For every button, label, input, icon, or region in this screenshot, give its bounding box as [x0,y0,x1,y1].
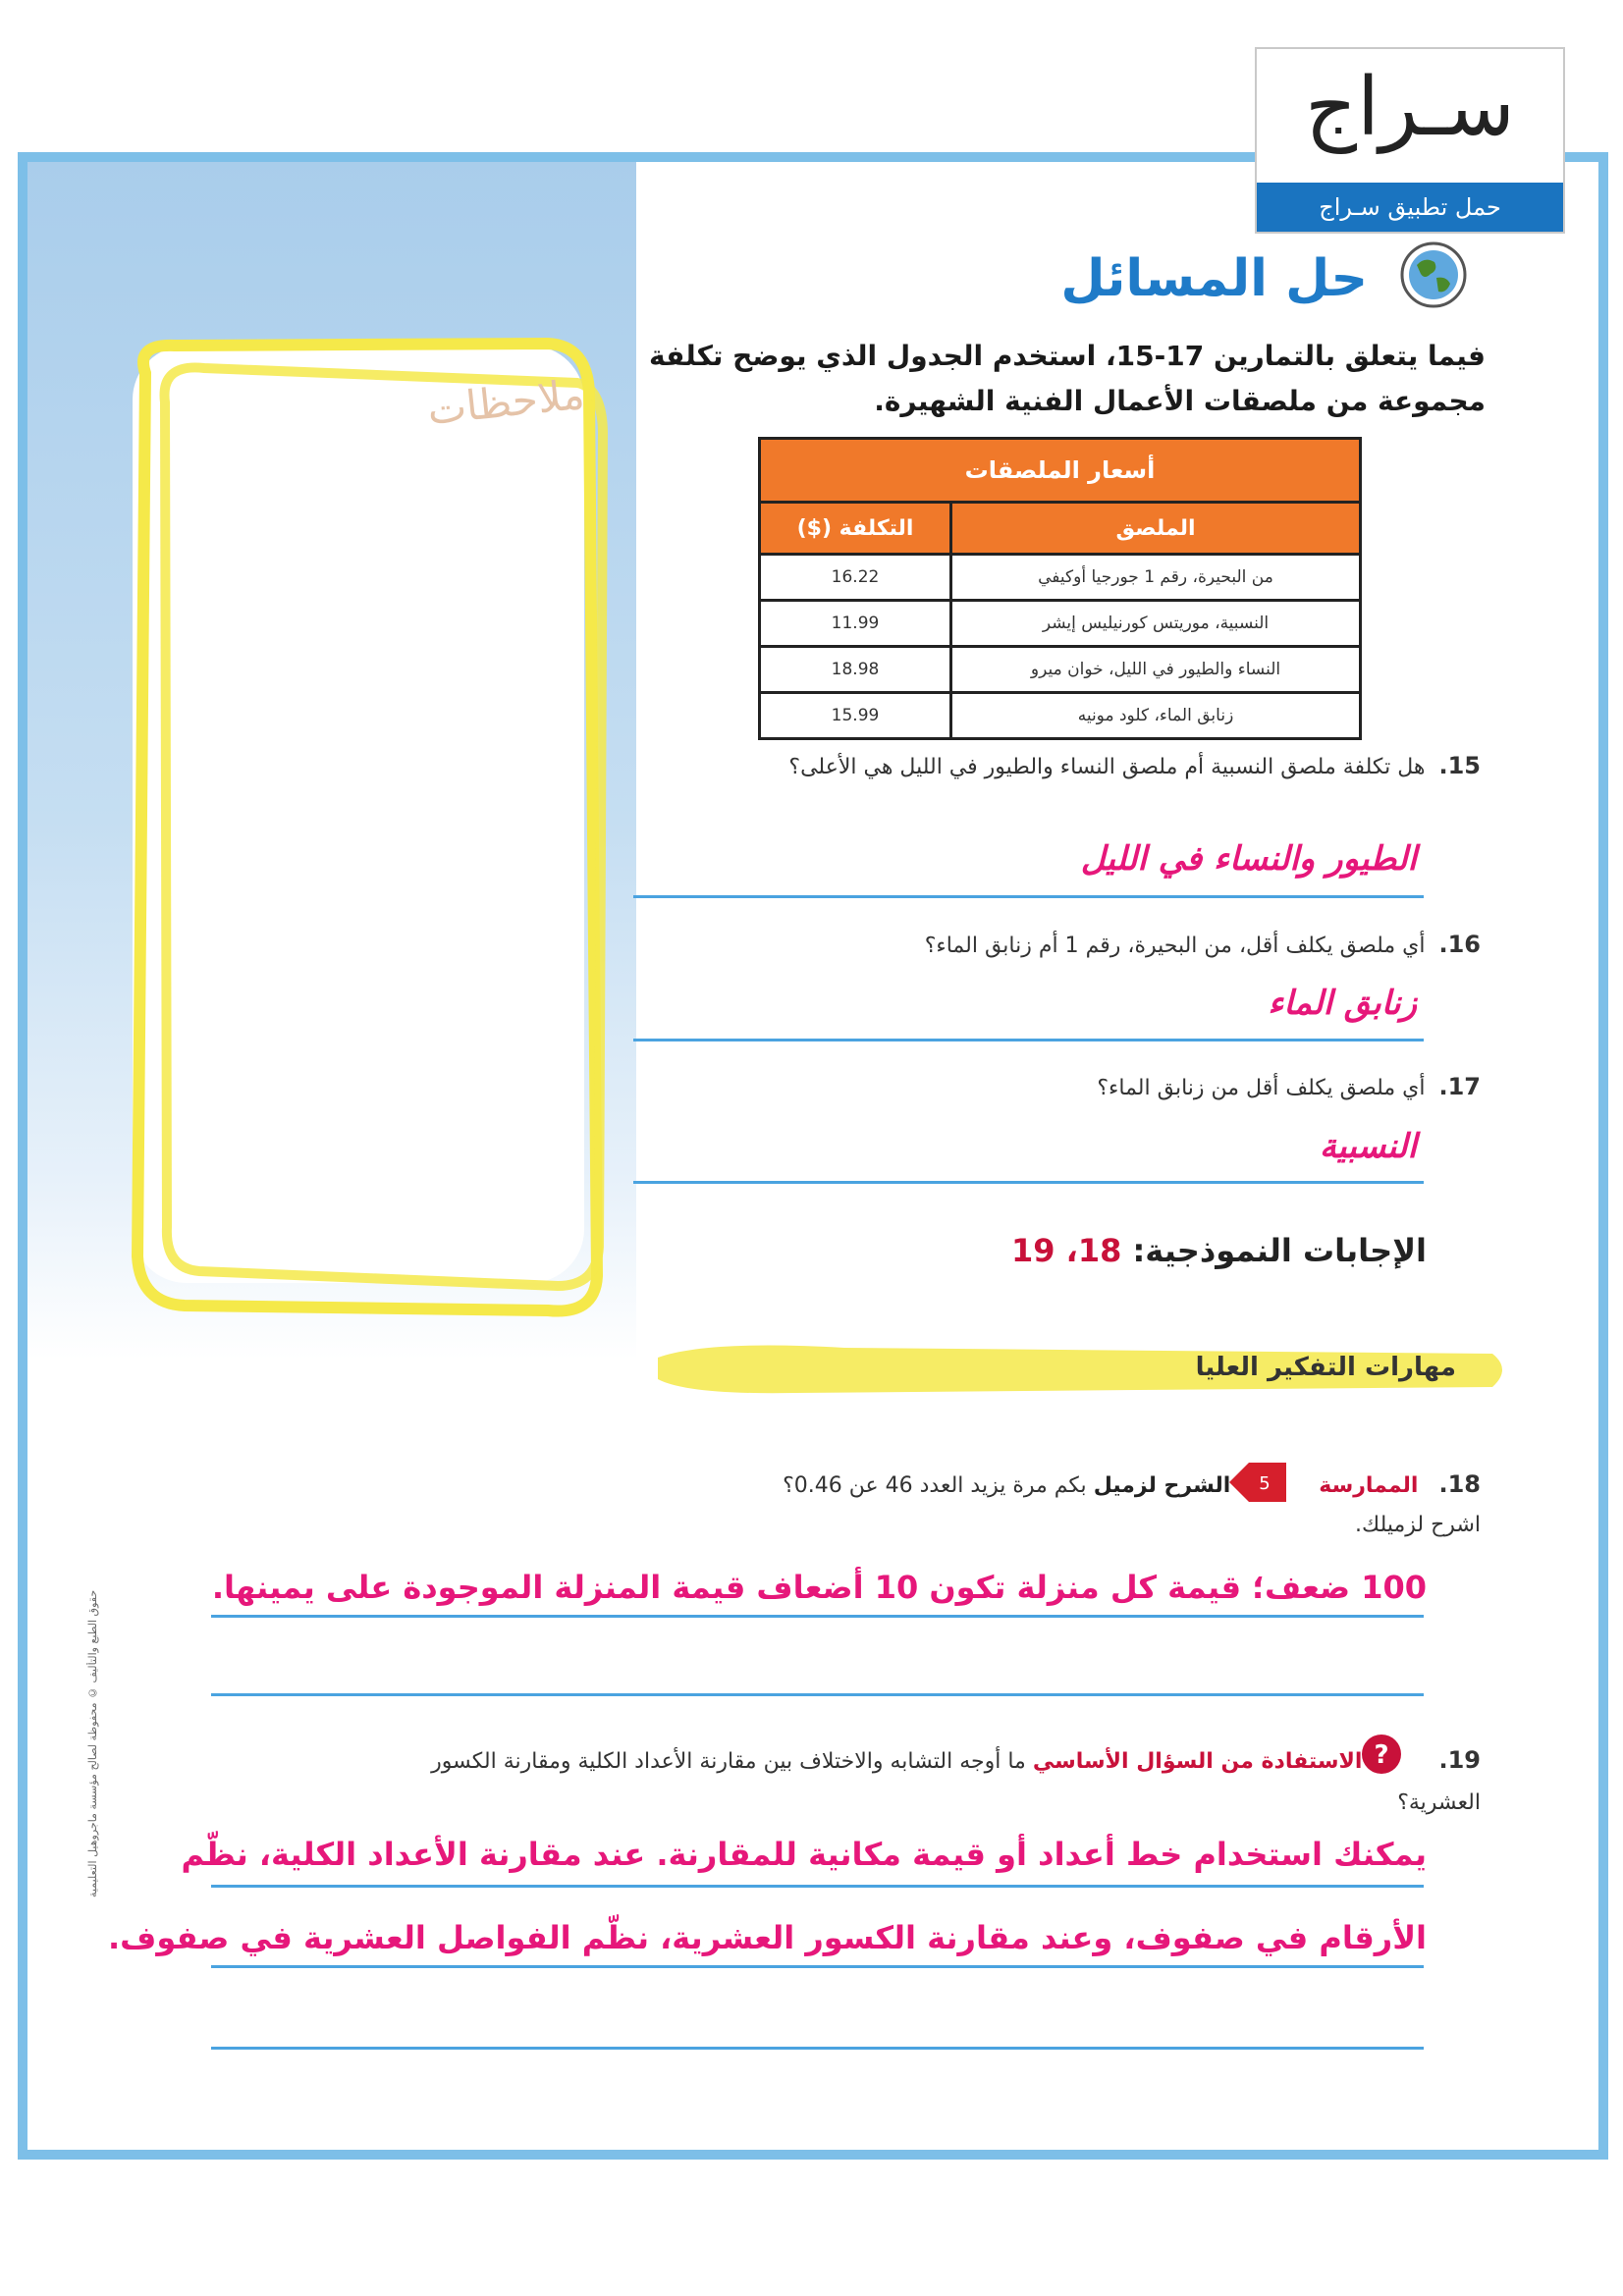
poster-name: من البحيرة، رقم 1 جورجيا أوكيفي [951,555,1361,601]
table-title: أسعار الملصقات [760,439,1361,503]
logo-word: سـراج [1305,61,1515,154]
answer-line [633,1181,1424,1184]
answer-line [211,1693,1424,1696]
badge-number: 5 [1259,1473,1271,1494]
question-text: هل تكلفة ملصق النسبية أم ملصق النساء والطيور في الليل هي الأعلى؟ [788,755,1426,779]
poster-cost: 16.22 [760,555,951,601]
poster-name: النساء والطيور في الليل، خوان ميرو [951,647,1361,693]
model-answers-label: الإجابات النموذجية: [1132,1232,1427,1269]
table-row [760,693,1361,739]
notes-highlight-outline [116,334,617,1325]
logo-tagline: حمل تطبيق سـراج [1257,183,1563,232]
question-16 [676,931,1481,958]
answer-line [211,2047,1424,2050]
question-number: 15. [1438,752,1481,779]
explain-label: الشرح لزميل [1093,1473,1231,1498]
essential-question-label: الاستفادة من السؤال الأساسي [1032,1749,1363,1774]
question-number: 16. [1438,931,1481,958]
question-number: 19. [1438,1746,1481,1774]
answer-line [211,1615,1424,1618]
exercise-intro: فيما يتعلق بالتمارين 17-15، استخدم الجدول الذي يوضح تكلفة مجموعة من ملصقات الأعمال الفنية الشهيرة. [649,340,1486,417]
model-answers-numbers: 18، 19 [1010,1232,1122,1269]
answer-19-line-2: الأرقام في صفوف، وعند مقارنة الكسور العشرية، نظّم الفواصل العشرية في صفوف. [107,1919,1427,1956]
answer-16: زنابق الماء [1268,984,1417,1023]
question-text: أي ملصق يكلف أقل، من البحيرة، رقم 1 أم زنابق الماء؟ [924,934,1426,958]
poster-cost: 11.99 [760,601,951,647]
svg-text:?: ? [1374,1740,1389,1770]
notes-label: ملاحظات [424,369,587,435]
table-row [760,601,1361,647]
globe-icon [1399,240,1468,309]
practice-label: الممارسة [1319,1473,1419,1498]
table-row [760,647,1361,693]
hots-label: مهارات التفكير العليا [1195,1353,1456,1382]
table-row [760,555,1361,601]
poster-cost: 18.98 [760,647,951,693]
answer-19-line-1: يمكنك استخدام خط أعداد أو قيمة مكانية للمقارنة. عند مقارنة الأعداد الكلية، نظّم [181,1836,1427,1873]
table-header-poster: الملصق [951,503,1361,555]
question-18 [636,1465,1481,1545]
question-19 [401,1739,1481,1824]
poster-name: النسبية، موريتس كورنيليس إيشر [951,601,1361,647]
poster-name: زنابق الماء، كلود مونيه [951,693,1361,739]
answer-17: النسبية [1319,1127,1417,1166]
question-text-2: اشرح لزميلك. [1355,1513,1481,1537]
poster-cost: 15.99 [760,693,951,739]
table-header-cost: التكلفة ($) [760,503,951,555]
answer-15: الطيور والنساء في الليل [1080,839,1417,879]
question-15 [676,746,1481,787]
model-answers [1011,1232,1427,1269]
question-text: بكم مرة يزيد العدد 46 عن 0.46؟ [783,1473,1087,1498]
answer-line [211,1965,1424,1968]
poster-prices-table [758,437,1362,740]
copyright-credit: حقوق الطبع والتأليف © محفوظة لصالح مؤسسة ماجروهيل التعليمية [86,1590,99,1898]
question-number: 18. [1438,1470,1481,1498]
question-number: 17. [1438,1073,1481,1100]
question-text: ما أوجه التشابه والاختلاف بين مقارنة الأعداد الكلية ومقارنة الكسور العشرية؟ [431,1749,1481,1815]
section-title: حل المسائل [1060,249,1368,308]
question-17 [676,1073,1481,1100]
siraj-logo [1255,47,1565,234]
answer-line [211,1885,1424,1888]
math-practice-badge [1229,1463,1286,1502]
answer-line [633,1039,1424,1041]
answer-18: 100 ضعف؛ قيمة كل منزلة تكون 10 أضعاف قيمة المنزلة الموجودة على يمينها. [211,1569,1427,1606]
question-text: أي ملصق يكلف أقل من زنابق الماء؟ [1097,1076,1426,1100]
answer-line [633,895,1424,898]
